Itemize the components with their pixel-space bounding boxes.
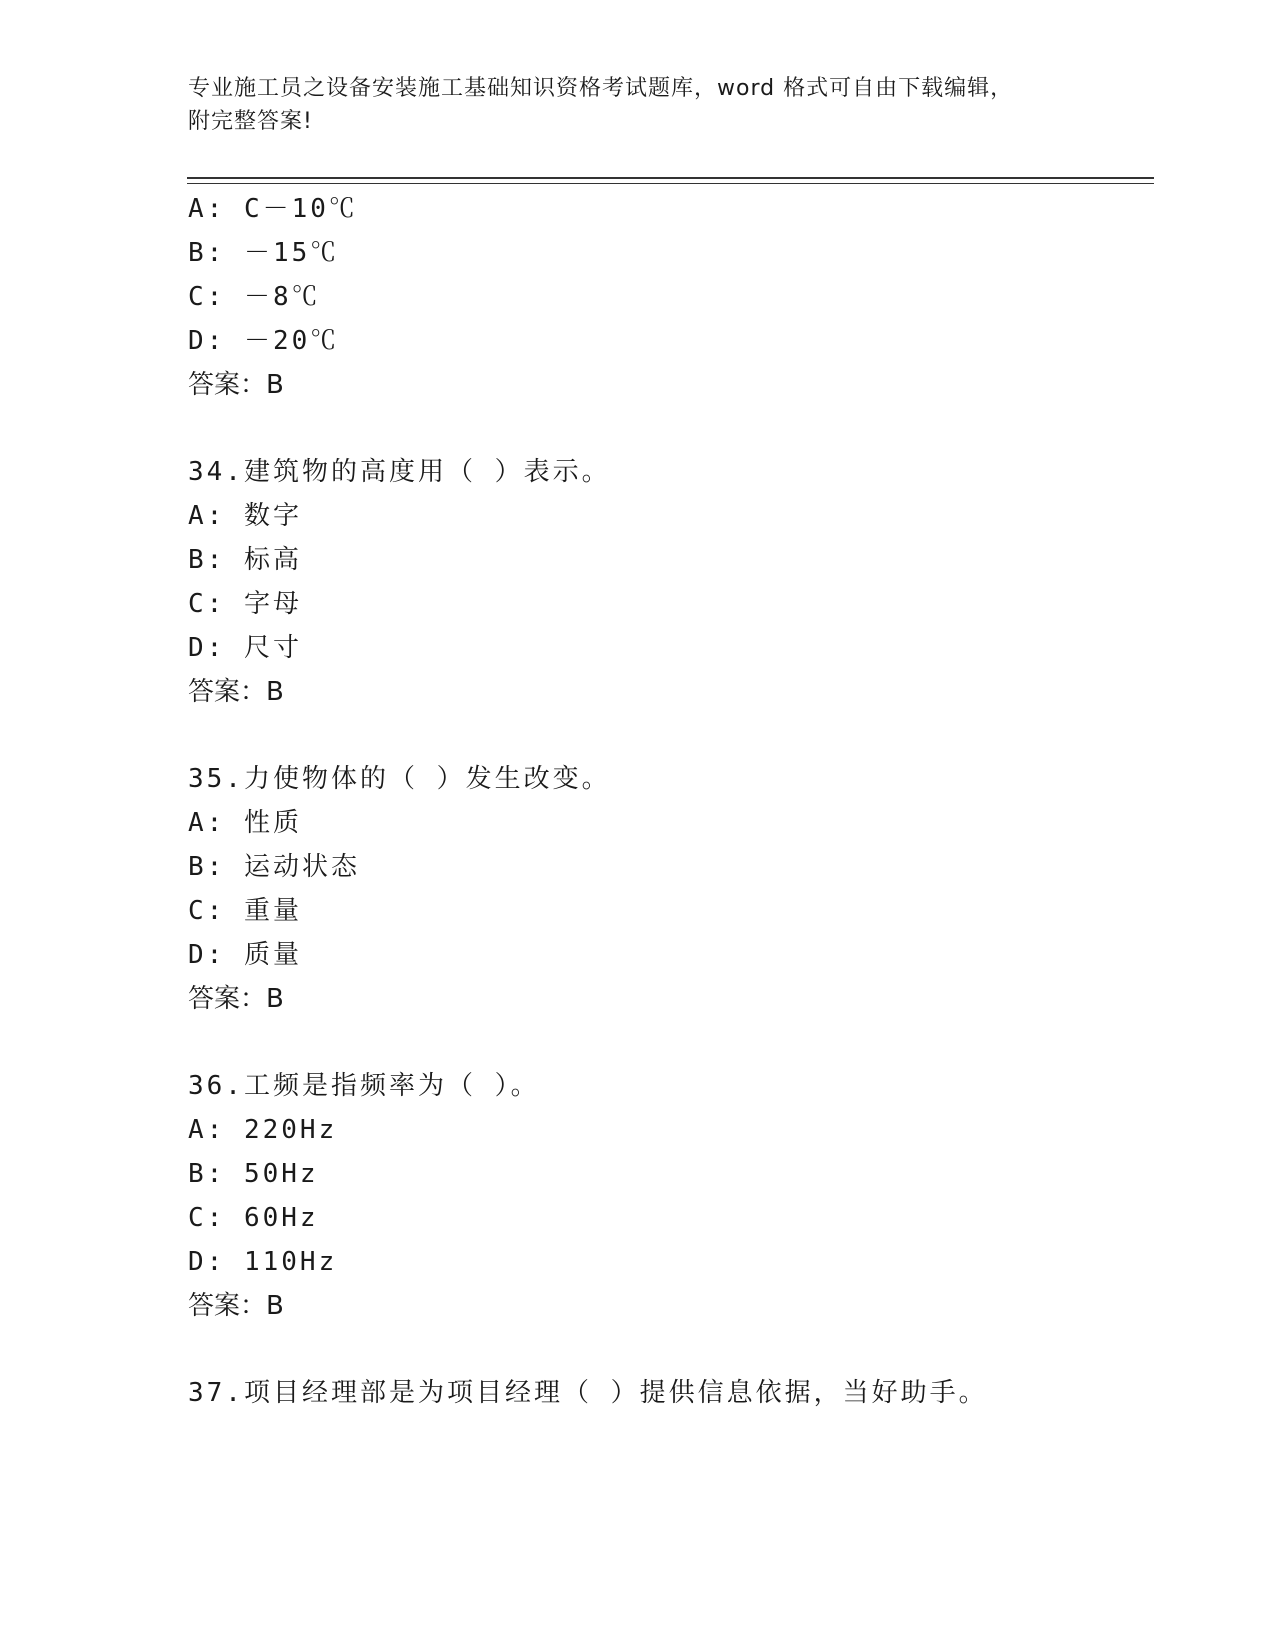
header-divider-thin [187, 183, 1154, 184]
q35-option-c: C: 重量 [188, 896, 302, 926]
q36-question: 36.工频是指频率为（ ）。 [188, 1071, 540, 1101]
q35-answer: 答案：B [188, 984, 284, 1014]
q34-option-c: C: 字母 [188, 589, 302, 619]
q36-answer: 答案：B [188, 1291, 284, 1321]
q34-option-d: D: 尺寸 [188, 633, 302, 663]
q33-answer: 答案：B [188, 370, 284, 400]
q33-option-c: C: －8℃ [188, 282, 321, 312]
header-line-2: 附完整答案! [188, 109, 313, 134]
q35-question: 35.力使物体的（ ）发生改变。 [188, 764, 611, 794]
q36-option-d: D: 110Hz [188, 1247, 338, 1277]
q36-option-c: C: 60Hz [188, 1203, 319, 1233]
header-line-1: 专业施工员之设备安装施工基础知识资格考试题库，word 格式可自由下载编辑， [188, 76, 1014, 101]
document-header [188, 72, 1068, 138]
q37-question: 37.项目经理部是为项目经理（ ）提供信息依据，当好助手。 [188, 1378, 988, 1408]
q35-option-d: D: 质量 [188, 940, 302, 970]
q34-option-a: A: 数字 [188, 501, 302, 531]
q36-option-a: A: 220Hz [188, 1115, 338, 1145]
q33-option-b: B: －15℃ [188, 238, 340, 268]
q36-option-b: B: 50Hz [188, 1159, 319, 1189]
q33-option-a: A: C－10℃ [188, 194, 358, 224]
q35-option-b: B: 运动状态 [188, 852, 360, 882]
q34-option-b: B: 标高 [188, 545, 302, 575]
q33-option-d: D: －20℃ [188, 326, 340, 356]
header-divider-thick [187, 177, 1154, 179]
q35-option-a: A: 性质 [188, 808, 302, 838]
q34-answer: 答案：B [188, 677, 284, 707]
q34-question: 34.建筑物的高度用（ ）表示。 [188, 457, 611, 487]
